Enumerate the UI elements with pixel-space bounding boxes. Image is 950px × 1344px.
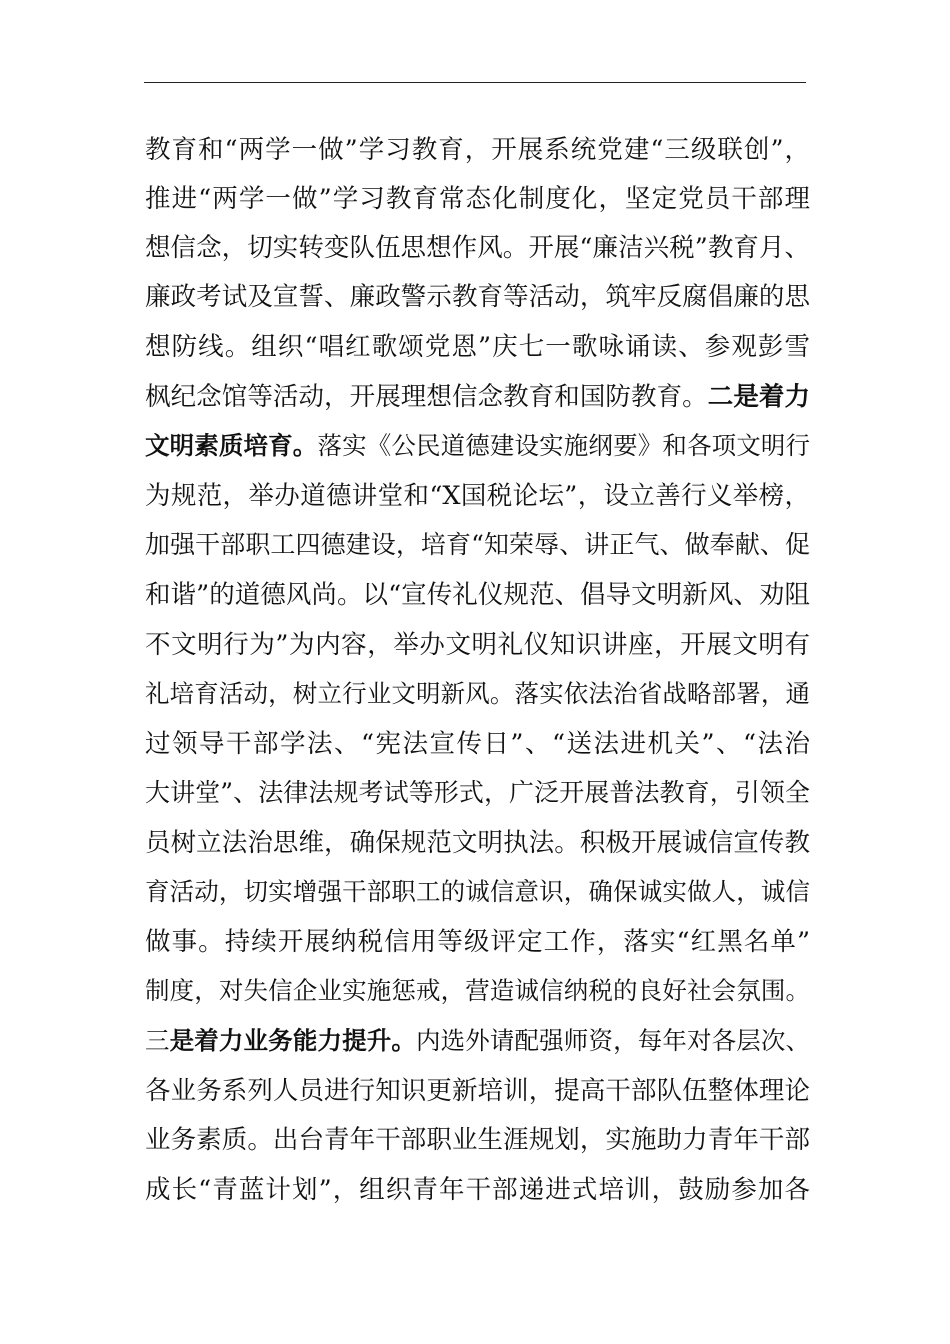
text-run: 礼培育活动，树立行业文明新风。落实依法治省战略部署，通	[145, 679, 810, 708]
text-line	[145, 1115, 810, 1165]
text-run: 推进“两学一做”学习教育常态化制度化，坚定党员干部理	[145, 184, 810, 214]
bold-heading-run: 二是着力	[707, 382, 810, 412]
text-line	[145, 1165, 810, 1215]
bold-heading-run: 文明素质培育。	[145, 431, 318, 460]
text-run: 廉政考试及宣誓、廉政警示教育等活动，筑牢反腐倡廉的思	[145, 282, 810, 312]
text-run: 业务素质。出台青年干部职业生涯规划，实施助力青年干部	[145, 1125, 810, 1155]
text-run: 和谐”的道德风尚。以“宣传礼仪规范、倡导文明新风、劝阻	[145, 580, 810, 610]
text-run: 三	[145, 1026, 170, 1055]
text-line	[145, 1066, 810, 1116]
text-run: 落实《公民道德建设实施纲要》和各项文明行	[317, 431, 811, 460]
text-run: 成长“青蓝计划”，组织青年干部递进式培训，鼓励参加各	[145, 1175, 810, 1205]
text-line	[145, 372, 810, 422]
text-line	[145, 520, 810, 570]
text-line	[145, 917, 810, 967]
text-run: 育活动，切实增强干部职工的诚信意识，确保诚实做人，诚信	[145, 877, 810, 906]
text-run: 不文明行为”为内容，举办文明礼仪知识讲座，开展文明有	[145, 630, 810, 660]
bold-heading-run: 是着力业务能力提升。	[169, 1026, 416, 1055]
text-run: 枫纪念馆等活动，开展理想信念教育和国防教育。	[145, 382, 708, 412]
text-line	[145, 174, 810, 224]
text-run: 为规范，举办道德讲堂和“X国税论坛”，设立善行义举榜，	[145, 481, 810, 511]
text-run: 加强干部职工四德建设，培育“知荣辱、讲正气、做奉献、促	[145, 530, 810, 559]
text-line	[145, 768, 810, 818]
text-run: 各业务系列人员进行知识更新培训，提高干部队伍整体理论	[145, 1076, 810, 1106]
text-line	[145, 966, 810, 1016]
text-line	[145, 322, 810, 372]
text-run: 制度，对失信企业实施惩戒，营造诚信纳税的良好社会氛围。	[145, 976, 810, 1005]
text-run: 大讲堂”、法律法规考试等形式，广泛开展普法教育，引领全	[145, 778, 810, 807]
text-line	[145, 669, 810, 719]
text-line	[145, 272, 810, 322]
text-line	[145, 223, 810, 273]
text-line	[145, 570, 810, 620]
text-run: 员树立法治思维，确保规范文明执法。积极开展诚信宣传教	[145, 828, 810, 858]
text-line	[145, 125, 810, 175]
text-run: 过领导干部学法、“宪法宣传日”、“送法进机关”、“法治	[145, 729, 810, 759]
text-run: 想防线。组织“唱红歌颂党恩”庆七一歌咏诵读、参观彭雪	[145, 332, 810, 362]
text-line	[145, 620, 810, 670]
text-run: 内选外请配强师资，每年对各层次、	[416, 1026, 811, 1055]
text-line	[145, 471, 810, 521]
text-run: 想信念，切实转变队伍思想作风。开展“廉洁兴税”教育月、	[145, 233, 810, 263]
text-run: 做事。持续开展纳税信用等级评定工作，落实“红黑名单”	[145, 927, 810, 957]
text-line	[145, 719, 810, 769]
text-line	[145, 421, 810, 471]
text-run: 教育和“两学一做”学习教育，开展系统党建“三级联创”，	[145, 135, 810, 165]
text-line	[145, 1016, 810, 1066]
text-line	[145, 818, 810, 868]
text-line	[145, 867, 810, 917]
header-rule	[144, 82, 806, 83]
